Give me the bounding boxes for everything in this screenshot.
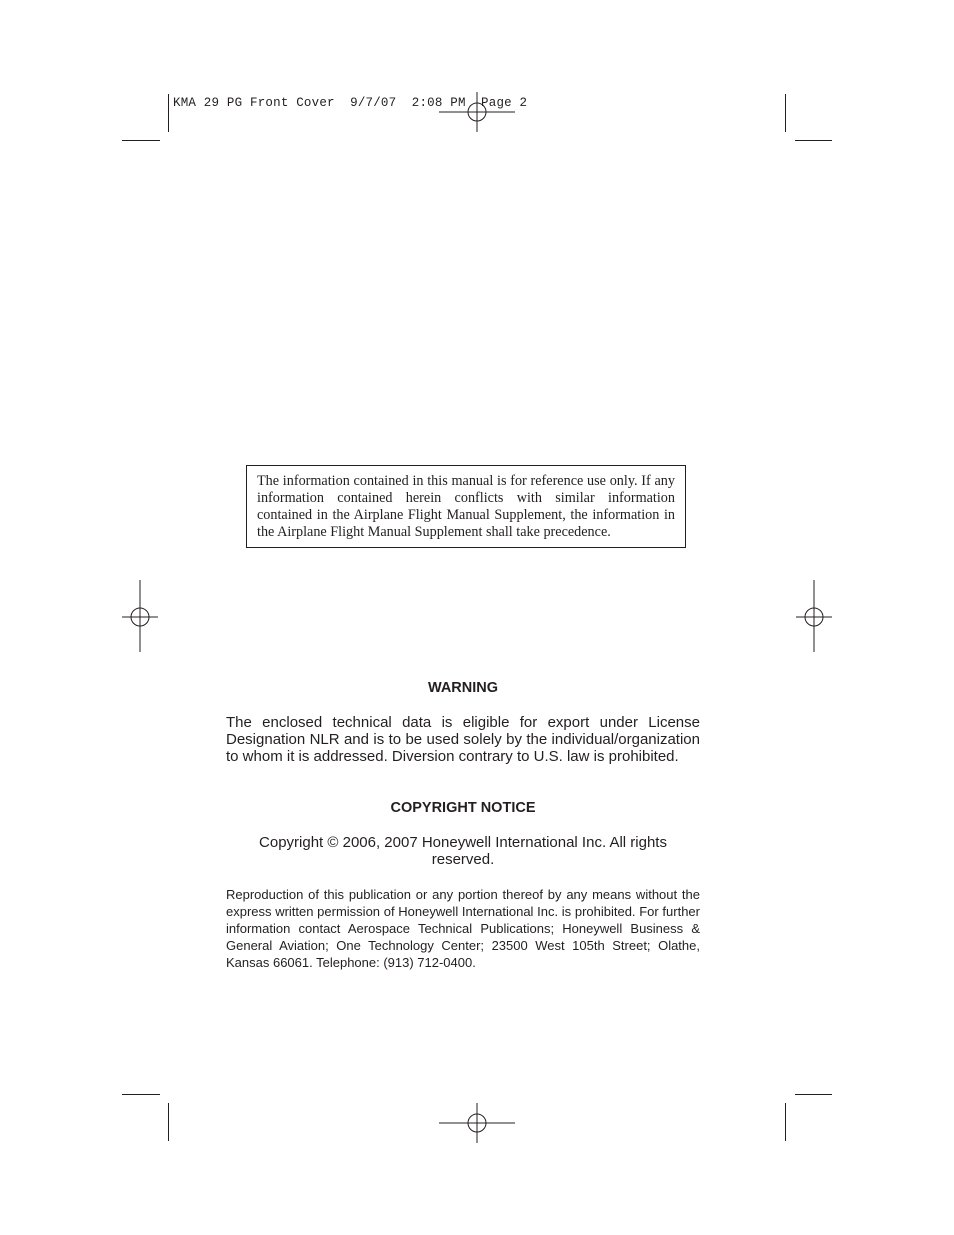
- printer-slug: KMA 29 PG Front Cover 9/7/07 2:08 PM Page 2: [173, 96, 528, 110]
- crop-mark-bottom-right-vertical: [785, 1103, 786, 1141]
- reference-notice-text: The information contained in this manual is for reference use only. If any information contained herein conflicts with similar information contained in the Airplane Flight Manual Supplement, the information in the Airplane Flight Manual Supplement shall take precedence.: [257, 473, 675, 540]
- reference-notice-box: [246, 465, 686, 548]
- registration-mark-top-icon: [439, 92, 515, 132]
- registration-mark-bottom-icon: [439, 1103, 515, 1143]
- registration-mark-right-icon: [796, 580, 832, 652]
- crop-mark-top-right-vertical: [785, 94, 786, 132]
- warning-heading: WARNING: [427, 680, 499, 696]
- reproduction-notice: Reproduction of this publication or any portion thereof by any means without the express written permission of Honeywell International Inc. is prohibited. For further information contact Aerospace Technical Publications; Honeywell Business & General Aviation; One Technology Center; 23500 West 105th Street; Olathe, Kansas 66061. Telephone: (913) 712-0400.: [226, 887, 700, 970]
- crop-mark-bottom-left-horizontal: [122, 1094, 160, 1095]
- registration-mark-left-icon: [122, 580, 158, 652]
- copyright-heading: COPYRIGHT NOTICE: [390, 800, 536, 816]
- crop-mark-bottom-left-vertical: [168, 1103, 169, 1141]
- crop-mark-top-left-horizontal: [122, 140, 160, 141]
- crop-mark-bottom-right-horizontal: [795, 1094, 832, 1095]
- crop-mark-top-left-vertical: [168, 94, 169, 132]
- warning-body: The enclosed technical data is eligible for export under License Designation NLR and is to be used solely by the individual/organization to whom it is addressed. Diversion contrary to U.S. law is prohibited.: [226, 714, 700, 765]
- copyright-statement: Copyright © 2006, 2007 Honeywell International Inc. All rights reserved.: [259, 834, 667, 868]
- crop-mark-top-right-horizontal: [795, 140, 832, 141]
